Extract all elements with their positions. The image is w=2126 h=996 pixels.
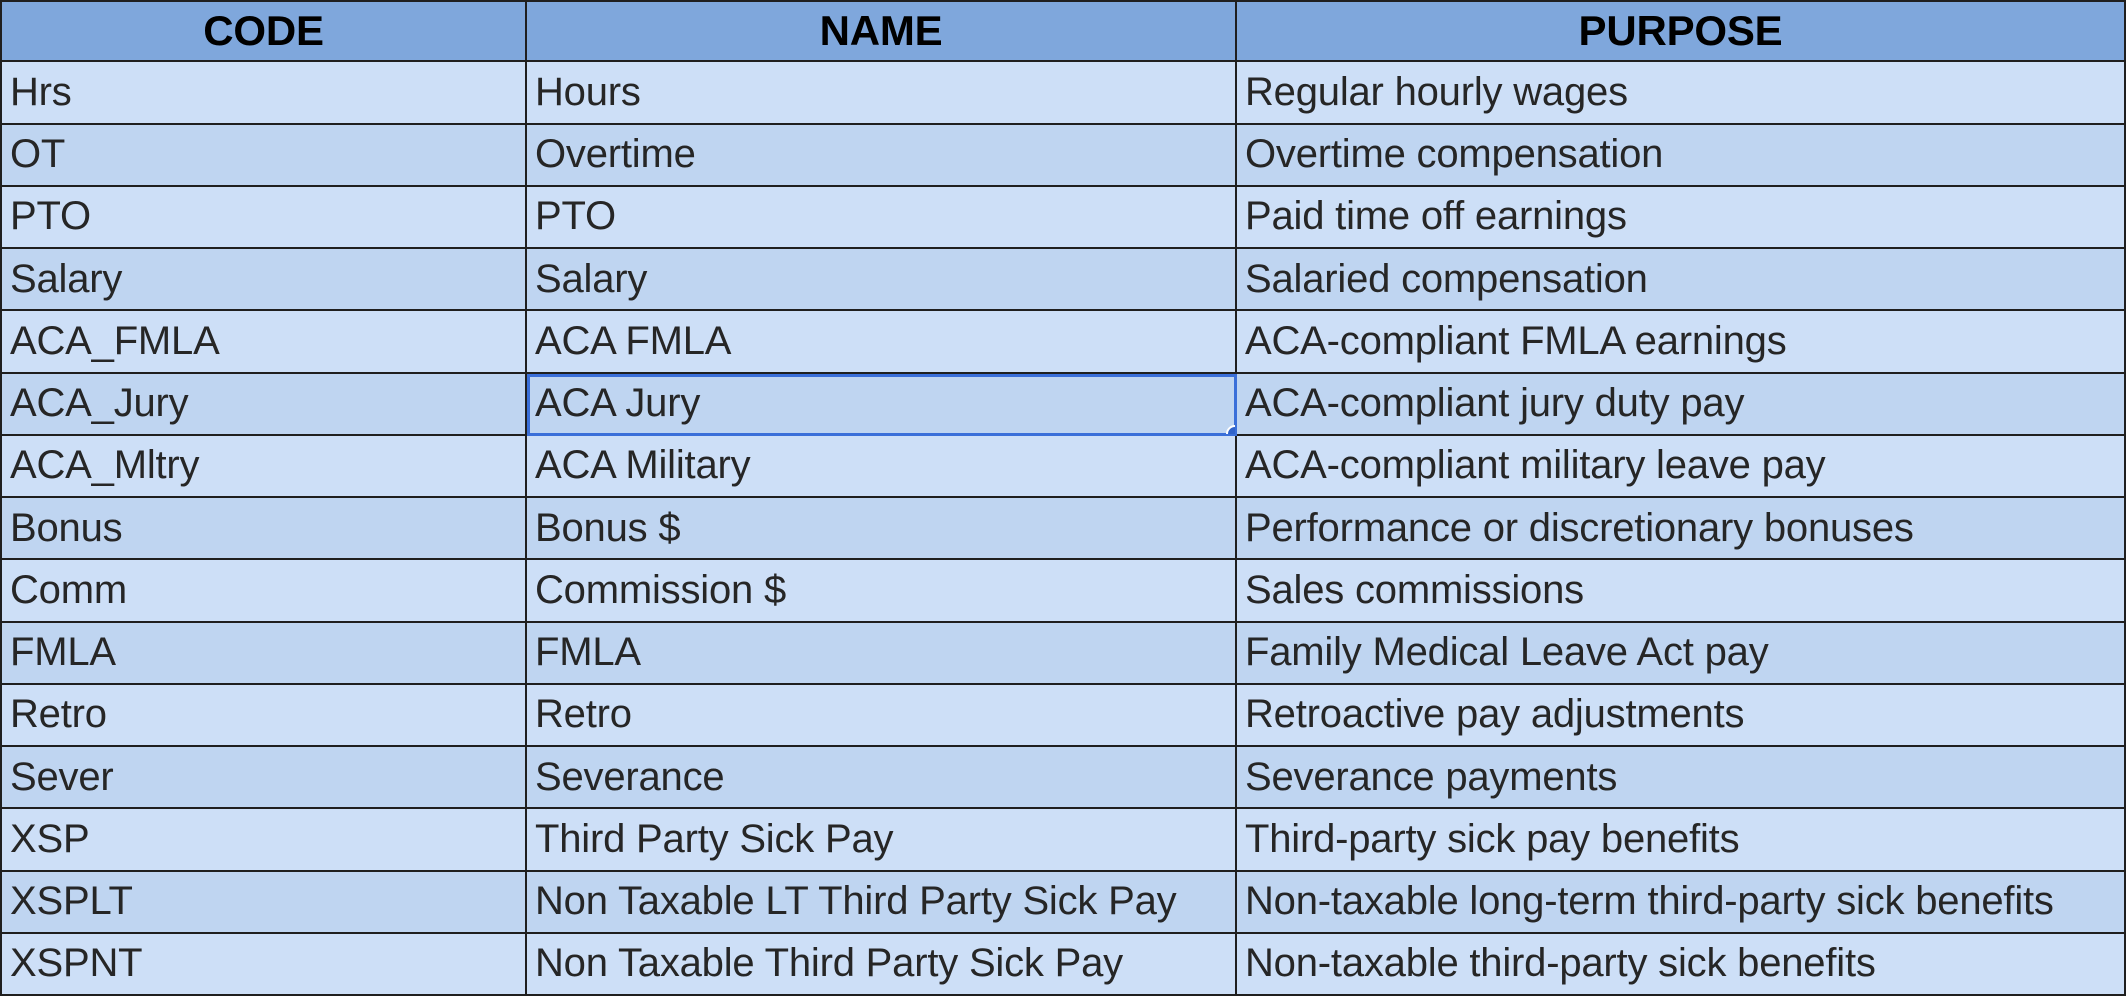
cell-name[interactable]: ACA FMLA bbox=[527, 311, 1237, 373]
cell-name[interactable]: Bonus $ bbox=[527, 498, 1237, 560]
cell-code[interactable]: OT bbox=[0, 125, 527, 187]
cell-name[interactable]: Non Taxable Third Party Sick Pay bbox=[527, 934, 1237, 996]
cell-name[interactable]: PTO bbox=[527, 187, 1237, 249]
cell-purpose[interactable]: Sales commissions bbox=[1237, 560, 2126, 622]
cell-purpose[interactable]: Overtime compensation bbox=[1237, 125, 2126, 187]
cell-code[interactable]: Sever bbox=[0, 747, 527, 809]
cell-code[interactable]: XSPLT bbox=[0, 872, 527, 934]
cell-purpose[interactable]: Performance or discretionary bonuses bbox=[1237, 498, 2126, 560]
selected-cell-name[interactable] bbox=[527, 374, 1237, 436]
cell-code[interactable]: FMLA bbox=[0, 623, 527, 685]
header-code[interactable]: CODE bbox=[0, 0, 527, 62]
cell-name[interactable]: Third Party Sick Pay bbox=[527, 809, 1237, 871]
cell-name[interactable]: Severance bbox=[527, 747, 1237, 809]
cell-purpose[interactable]: Family Medical Leave Act pay bbox=[1237, 623, 2126, 685]
cell-code[interactable]: Salary bbox=[0, 249, 527, 311]
cell-code[interactable]: Comm bbox=[0, 560, 527, 622]
cell-purpose[interactable]: Retroactive pay adjustments bbox=[1237, 685, 2126, 747]
cell-text: ACA Jury bbox=[535, 381, 701, 426]
cell-code[interactable]: Retro bbox=[0, 685, 527, 747]
cell-purpose[interactable]: Non-taxable third-party sick benefits bbox=[1237, 934, 2126, 996]
cell-purpose[interactable]: ACA-compliant FMLA earnings bbox=[1237, 311, 2126, 373]
cell-purpose[interactable]: Regular hourly wages bbox=[1237, 62, 2126, 124]
header-purpose[interactable]: PURPOSE bbox=[1237, 0, 2126, 62]
cell-name[interactable]: Salary bbox=[527, 249, 1237, 311]
cell-name[interactable]: Hours bbox=[527, 62, 1237, 124]
cell-name[interactable]: Overtime bbox=[527, 125, 1237, 187]
cell-purpose[interactable]: ACA-compliant jury duty pay bbox=[1237, 374, 2126, 436]
cell-name[interactable]: Commission $ bbox=[527, 560, 1237, 622]
cell-purpose[interactable]: ACA-compliant military leave pay bbox=[1237, 436, 2126, 498]
fill-handle[interactable] bbox=[1226, 425, 1237, 436]
cell-code[interactable]: XSPNT bbox=[0, 934, 527, 996]
cell-code[interactable]: ACA_Jury bbox=[0, 374, 527, 436]
cell-code[interactable]: ACA_FMLA bbox=[0, 311, 527, 373]
cell-name[interactable]: FMLA bbox=[527, 623, 1237, 685]
cell-purpose[interactable]: Severance payments bbox=[1237, 747, 2126, 809]
cell-purpose[interactable]: Non-taxable long-term third-party sick benefits bbox=[1237, 872, 2126, 934]
cell-purpose[interactable]: Paid time off earnings bbox=[1237, 187, 2126, 249]
header-name[interactable]: NAME bbox=[527, 0, 1237, 62]
cell-purpose[interactable]: Third-party sick pay benefits bbox=[1237, 809, 2126, 871]
cell-name[interactable]: Retro bbox=[527, 685, 1237, 747]
cell-code[interactable]: XSP bbox=[0, 809, 527, 871]
cell-name[interactable]: Non Taxable LT Third Party Sick Pay bbox=[527, 872, 1237, 934]
cell-purpose[interactable]: Salaried compensation bbox=[1237, 249, 2126, 311]
cell-code[interactable]: ACA_Mltry bbox=[0, 436, 527, 498]
cell-code[interactable]: Bonus bbox=[0, 498, 527, 560]
cell-name[interactable]: ACA Military bbox=[527, 436, 1237, 498]
cell-code[interactable]: PTO bbox=[0, 187, 527, 249]
cell-code[interactable]: Hrs bbox=[0, 62, 527, 124]
